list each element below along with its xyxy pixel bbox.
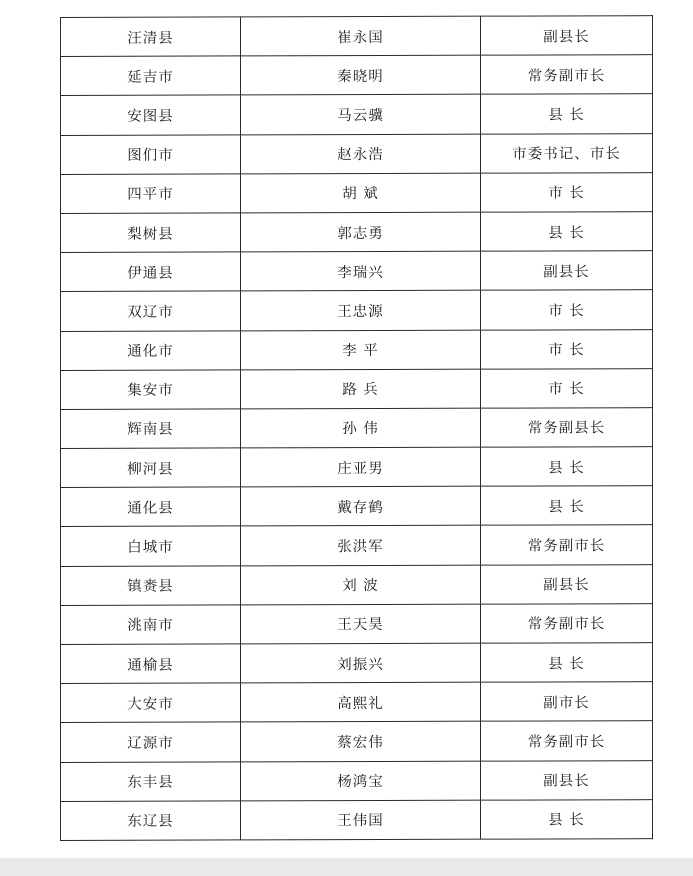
title-cell: 常务副市长 (481, 55, 653, 95)
name-cell: 崔永国 (241, 16, 481, 56)
name-cell: 庄亚男 (241, 447, 481, 487)
name-cell: 高熙礼 (241, 682, 481, 722)
table-row (61, 329, 653, 370)
title-cell: 县 长 (481, 799, 653, 839)
roster-table (60, 15, 653, 841)
name-cell: 路 兵 (241, 369, 481, 409)
table-row (61, 368, 653, 409)
name-cell: 赵永浩 (241, 134, 481, 174)
roster-table-body (61, 16, 653, 841)
title-cell: 常务副市长 (481, 721, 653, 761)
table-row (61, 290, 653, 331)
region-cell: 安图县 (61, 95, 241, 135)
table-row (61, 682, 653, 723)
title-cell: 副市长 (481, 682, 653, 722)
table-row (61, 172, 653, 213)
table-row (61, 643, 653, 684)
table-row (61, 799, 653, 840)
name-cell: 王伟国 (241, 800, 481, 840)
title-cell: 市 长 (481, 172, 653, 212)
name-cell: 刘振兴 (241, 643, 481, 683)
table-row (61, 525, 653, 566)
table-row (61, 55, 653, 96)
region-cell: 双辽市 (61, 291, 241, 331)
title-cell: 县 长 (481, 212, 653, 252)
name-cell: 秦晓明 (241, 55, 481, 95)
title-cell: 市 长 (481, 368, 653, 408)
name-cell: 蔡宏伟 (241, 722, 481, 762)
title-cell: 常务副市长 (481, 525, 653, 565)
region-cell: 图们市 (61, 134, 241, 174)
name-cell: 刘 波 (241, 565, 481, 605)
region-cell: 洮南市 (61, 605, 241, 645)
title-cell: 副县长 (481, 564, 653, 604)
region-cell: 通化市 (61, 330, 241, 370)
title-cell: 县 长 (481, 486, 653, 526)
title-cell: 市 长 (481, 329, 653, 369)
region-cell: 白城市 (61, 526, 241, 566)
region-cell: 镇赉县 (61, 566, 241, 606)
region-cell: 汪清县 (61, 17, 241, 57)
title-cell: 县 长 (481, 643, 653, 683)
title-cell: 市 长 (481, 290, 653, 330)
name-cell: 王忠源 (241, 290, 481, 330)
table-row (61, 447, 653, 488)
title-cell: 常务副市长 (481, 603, 653, 643)
name-cell: 李瑞兴 (241, 251, 481, 291)
region-cell: 东辽县 (61, 801, 241, 841)
region-cell: 柳河县 (61, 448, 241, 488)
region-cell: 四平市 (61, 174, 241, 214)
table-row (61, 16, 653, 57)
region-cell: 辉南县 (61, 409, 241, 449)
table-row (61, 94, 653, 135)
name-cell: 孙 伟 (241, 408, 481, 448)
name-cell: 郭志勇 (241, 212, 481, 252)
table-row (61, 251, 653, 292)
table-row (61, 603, 653, 644)
region-cell: 大安市 (61, 683, 241, 723)
title-cell: 副县长 (481, 16, 653, 56)
table-row (61, 212, 653, 253)
title-cell: 市委书记、市长 (481, 133, 653, 173)
table-row (61, 721, 653, 762)
region-cell: 伊通县 (61, 252, 241, 292)
region-cell: 延吉市 (61, 56, 241, 96)
name-cell: 马云骥 (241, 95, 481, 135)
title-cell: 县 长 (481, 447, 653, 487)
table-row (61, 564, 653, 605)
name-cell: 胡 斌 (241, 173, 481, 213)
region-cell: 集安市 (61, 370, 241, 410)
region-cell: 通榆县 (61, 644, 241, 684)
table-row (61, 486, 653, 527)
title-cell: 县 长 (481, 94, 653, 134)
name-cell: 张洪军 (241, 526, 481, 566)
table-row (61, 408, 653, 449)
name-cell: 戴存鹤 (241, 486, 481, 526)
region-cell: 梨树县 (61, 213, 241, 253)
roster-table-wrapper (60, 15, 652, 840)
viewer-bottom-strip (0, 858, 693, 876)
region-cell: 辽源市 (61, 722, 241, 762)
title-cell: 常务副县长 (481, 408, 653, 448)
table-row (61, 760, 653, 801)
name-cell: 王天昊 (241, 604, 481, 644)
title-cell: 副县长 (481, 251, 653, 291)
region-cell: 东丰县 (61, 761, 241, 801)
title-cell: 副县长 (481, 760, 653, 800)
table-row (61, 133, 653, 174)
region-cell: 通化县 (61, 487, 241, 527)
name-cell: 李 平 (241, 330, 481, 370)
name-cell: 杨鸿宝 (241, 761, 481, 801)
